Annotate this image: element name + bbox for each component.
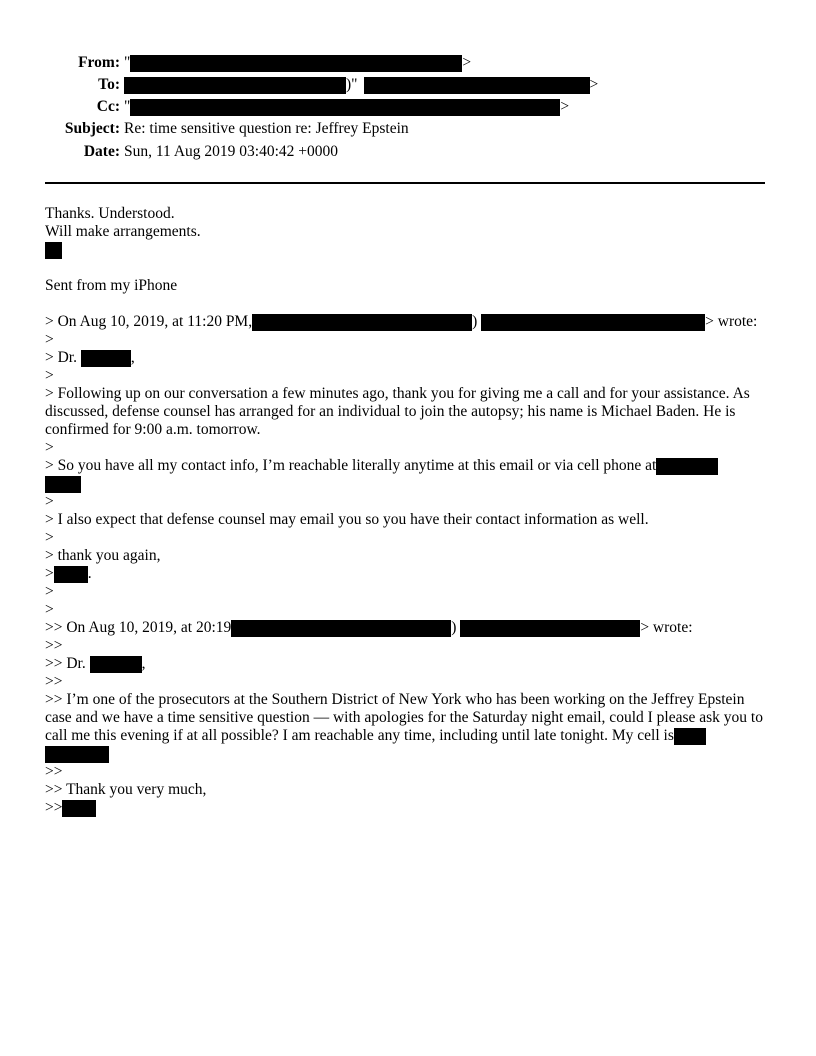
quote-marker: > xyxy=(45,565,54,582)
redaction-box xyxy=(481,314,705,331)
from-close: > xyxy=(462,54,472,71)
blank-line xyxy=(45,259,771,277)
quoted-message-1 xyxy=(45,313,771,619)
quote2-on: >> On Aug 10, 2019, at 20:19 xyxy=(45,619,232,636)
redaction-box xyxy=(124,77,346,94)
cc-value xyxy=(124,96,569,118)
reply-line-1: Thanks. Understood. xyxy=(45,205,175,222)
quote-marker: >> xyxy=(45,763,63,780)
quote1-paragraph-2 xyxy=(45,457,771,493)
quote-marker: > xyxy=(45,583,54,600)
quote1-dr: > Dr. xyxy=(45,349,77,366)
sent-from-line: Sent from my iPhone xyxy=(45,277,178,294)
cc-quote: " xyxy=(124,98,131,115)
quote2-dr: >> Dr. xyxy=(45,655,86,672)
quote1-contact-text: > So you have all my contact info, I’m reachable literally anytime at this email or via cell phone at xyxy=(45,457,657,474)
redaction-box xyxy=(45,476,81,493)
reply-body xyxy=(45,205,771,295)
redaction-box xyxy=(81,350,131,367)
redaction-box xyxy=(130,99,560,116)
quote1-greeting xyxy=(45,349,771,367)
redaction-box xyxy=(130,55,462,72)
redaction-box xyxy=(54,566,88,583)
quote2-signature xyxy=(45,799,771,817)
header-to xyxy=(0,74,816,96)
redaction-box xyxy=(656,458,718,475)
quote1-paragraph-3: > I also expect that defense counsel may email you so you have their contact information as well. xyxy=(45,511,649,528)
from-value xyxy=(124,52,471,74)
date-value: Sun, 11 Aug 2019 03:40:42 +0000 xyxy=(124,143,338,160)
redaction-box xyxy=(674,728,706,745)
comma: , xyxy=(141,655,146,672)
quote2-paren: ) xyxy=(451,619,457,636)
quote-marker: > xyxy=(45,331,54,348)
redaction-box xyxy=(252,314,472,331)
quote-marker: >> xyxy=(45,637,63,654)
redaction-box xyxy=(45,242,62,259)
cc-close: > xyxy=(560,98,570,115)
reply-line-2: Will make arrangements. xyxy=(45,223,201,240)
header-cc xyxy=(0,96,816,118)
quote2-greeting xyxy=(45,655,771,673)
quote2-wrote: > wrote: xyxy=(640,619,693,636)
cc-label: Cc: xyxy=(96,98,120,115)
quote1-signature xyxy=(45,565,771,583)
quote-marker: >> xyxy=(45,799,63,816)
quote1-paragraph-1: > Following up on our conversation a few minutes ago, thank you for giving me a call and for your assistance. As discussed, defense counsel has arranged for an individual to join the autopsy; his name is Michael Baden. He is confirmed for 9:00 a.m. tomorrow. xyxy=(45,385,750,438)
quote1-on: > On Aug 10, 2019, at 11:20 PM, xyxy=(45,313,253,330)
quote-marker: >> xyxy=(45,673,63,690)
comma: , xyxy=(130,349,135,366)
period: . xyxy=(87,565,92,582)
quote1-paren: ) xyxy=(472,313,478,330)
header-subject xyxy=(0,118,816,140)
quote-marker: > xyxy=(45,439,54,456)
from-quote: " xyxy=(124,54,131,71)
header-divider xyxy=(45,182,765,184)
redaction-box xyxy=(90,656,142,673)
quote2-thanks: >> Thank you very much, xyxy=(45,781,207,798)
quote-marker: > xyxy=(45,493,54,510)
redaction-box xyxy=(45,746,109,763)
quote1-header xyxy=(45,313,771,331)
date-label: Date: xyxy=(83,143,120,160)
quote-marker: > xyxy=(45,601,54,618)
to-value xyxy=(124,74,598,96)
quote1-wrote: > wrote: xyxy=(705,313,758,330)
quote-marker: > xyxy=(45,529,54,546)
quote2-body-text: >> I’m one of the prosecutors at the Southern District of New York who has been working on the Jeffrey Epstein case and we have a time sensitive question — with apologies for the Saturday night email, could I please ask you to call me this evening if at all possible? I am reachable any time, including until late tonight. My cell is xyxy=(45,691,763,744)
subject-label: Subject: xyxy=(64,120,120,137)
redaction-box xyxy=(62,800,96,817)
to-close: > xyxy=(589,76,599,93)
redaction-box xyxy=(460,620,640,637)
quote1-thanks: > thank you again, xyxy=(45,547,161,564)
to-mid: )" xyxy=(346,76,358,93)
header-from xyxy=(0,52,816,74)
quote-marker: > xyxy=(45,367,54,384)
redaction-box xyxy=(364,77,590,94)
redaction-box xyxy=(231,620,451,637)
from-label: From: xyxy=(78,54,120,71)
quote2-header xyxy=(45,619,771,637)
quoted-message-2 xyxy=(45,619,771,817)
subject-value: Re: time sensitive question re: Jeffrey Epstein xyxy=(124,120,409,137)
header-date xyxy=(0,141,816,163)
to-label: To: xyxy=(98,76,120,93)
quote2-paragraph-1 xyxy=(45,691,771,763)
redacted-signature xyxy=(45,241,771,259)
